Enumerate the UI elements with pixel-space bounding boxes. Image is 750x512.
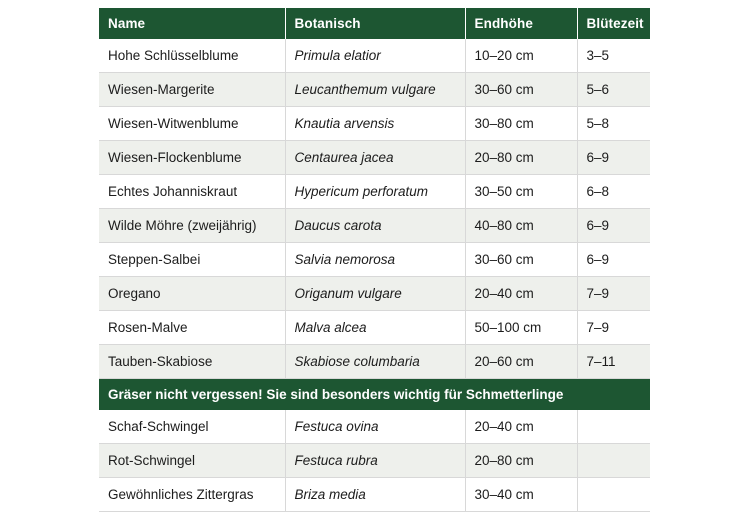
cell-name: Schaf-Schwingel bbox=[99, 410, 285, 444]
table-body bbox=[99, 39, 650, 512]
cell-name: Gewöhnliches Zittergras bbox=[99, 478, 285, 512]
cell-bloom: 7–9 bbox=[577, 311, 650, 345]
table-row bbox=[99, 141, 650, 175]
cell-botanical: Primula elatior bbox=[285, 39, 465, 73]
column-header-height: Endhöhe bbox=[465, 8, 577, 39]
cell-botanical: Leucanthemum vulgare bbox=[285, 73, 465, 107]
table-row bbox=[99, 345, 650, 379]
cell-name: Wiesen-Margerite bbox=[99, 73, 285, 107]
cell-botanical: Skabiose columbaria bbox=[285, 345, 465, 379]
cell-height: 20–40 cm bbox=[465, 410, 577, 444]
cell-name: Tauben-Skabiose bbox=[99, 345, 285, 379]
cell-height: 30–60 cm bbox=[465, 243, 577, 277]
plant-table bbox=[99, 8, 650, 512]
cell-height: 30–80 cm bbox=[465, 107, 577, 141]
cell-name: Wilde Möhre (zweijährig) bbox=[99, 209, 285, 243]
cell-name: Oregano bbox=[99, 277, 285, 311]
column-header-botanical: Botanisch bbox=[285, 8, 465, 39]
cell-name: Wiesen-Witwenblume bbox=[99, 107, 285, 141]
cell-height: 30–40 cm bbox=[465, 478, 577, 512]
cell-botanical: Malva alcea bbox=[285, 311, 465, 345]
cell-height: 20–40 cm bbox=[465, 277, 577, 311]
table-row bbox=[99, 444, 650, 478]
table-row bbox=[99, 277, 650, 311]
table-row bbox=[99, 209, 650, 243]
cell-height: 30–60 cm bbox=[465, 73, 577, 107]
table-row bbox=[99, 410, 650, 444]
column-header-bloom: Blütezeit bbox=[577, 8, 650, 39]
cell-botanical: Centaurea jacea bbox=[285, 141, 465, 175]
cell-bloom: 6–9 bbox=[577, 141, 650, 175]
cell-botanical: Hypericum perforatum bbox=[285, 175, 465, 209]
cell-height: 20–80 cm bbox=[465, 444, 577, 478]
column-header-name: Name bbox=[99, 8, 285, 39]
cell-name: Echtes Johanniskraut bbox=[99, 175, 285, 209]
table-row bbox=[99, 243, 650, 277]
cell-botanical: Salvia nemorosa bbox=[285, 243, 465, 277]
cell-botanical: Festuca ovina bbox=[285, 410, 465, 444]
table-section-label: Gräser nicht vergessen! Sie sind besonders wichtig für Schmetterlinge bbox=[99, 379, 650, 411]
cell-bloom: 7–11 bbox=[577, 345, 650, 379]
cell-botanical: Daucus carota bbox=[285, 209, 465, 243]
cell-name: Steppen-Salbei bbox=[99, 243, 285, 277]
cell-botanical: Origanum vulgare bbox=[285, 277, 465, 311]
cell-name: Rot-Schwingel bbox=[99, 444, 285, 478]
cell-bloom bbox=[577, 410, 650, 444]
cell-bloom bbox=[577, 478, 650, 512]
table-header-row bbox=[99, 8, 650, 39]
cell-height: 10–20 cm bbox=[465, 39, 577, 73]
cell-height: 50–100 cm bbox=[465, 311, 577, 345]
cell-bloom: 7–9 bbox=[577, 277, 650, 311]
cell-bloom: 6–8 bbox=[577, 175, 650, 209]
table-row bbox=[99, 39, 650, 73]
cell-name: Rosen-Malve bbox=[99, 311, 285, 345]
table-section-row bbox=[99, 379, 650, 411]
cell-height: 20–60 cm bbox=[465, 345, 577, 379]
cell-bloom: 6–9 bbox=[577, 243, 650, 277]
cell-bloom: 3–5 bbox=[577, 39, 650, 73]
cell-name: Wiesen-Flockenblume bbox=[99, 141, 285, 175]
cell-botanical: Briza media bbox=[285, 478, 465, 512]
table-row bbox=[99, 73, 650, 107]
table-header bbox=[99, 8, 650, 39]
table-row bbox=[99, 311, 650, 345]
cell-bloom bbox=[577, 444, 650, 478]
cell-height: 20–80 cm bbox=[465, 141, 577, 175]
table-row bbox=[99, 175, 650, 209]
cell-height: 40–80 cm bbox=[465, 209, 577, 243]
cell-botanical: Knautia arvensis bbox=[285, 107, 465, 141]
cell-name: Hohe Schlüsselblume bbox=[99, 39, 285, 73]
table-row bbox=[99, 478, 650, 512]
plant-table-container bbox=[99, 8, 650, 512]
cell-height: 30–50 cm bbox=[465, 175, 577, 209]
cell-bloom: 5–6 bbox=[577, 73, 650, 107]
cell-bloom: 5–8 bbox=[577, 107, 650, 141]
cell-bloom: 6–9 bbox=[577, 209, 650, 243]
table-row bbox=[99, 107, 650, 141]
cell-botanical: Festuca rubra bbox=[285, 444, 465, 478]
